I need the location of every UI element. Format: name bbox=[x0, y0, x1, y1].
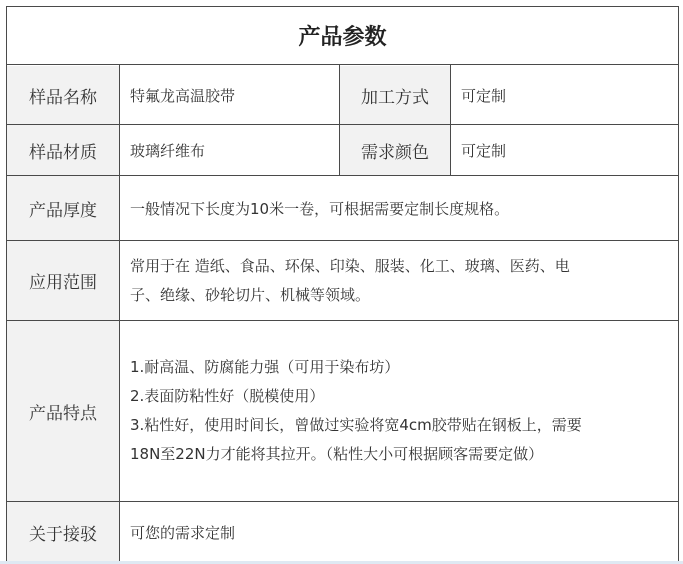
application-scope-value bbox=[120, 241, 678, 320]
product-thickness-label: 产品厚度 bbox=[7, 176, 119, 240]
product-parameters-table bbox=[6, 6, 679, 562]
application-scope-line: 子、绝缘、砂轮切片、机械等领域。 bbox=[130, 285, 371, 304]
product-thickness-value: 一般情况下长度为10米一卷，可根据需要定制长度规格。 bbox=[130, 199, 510, 218]
required-color-label: 需求颜色 bbox=[340, 125, 450, 175]
feature-line: 1.耐高温、防腐能力强（可用于染布坊） bbox=[130, 358, 400, 376]
required-color-value: 可定制 bbox=[461, 141, 507, 160]
connection-label: 关于接驳 bbox=[7, 502, 119, 562]
processing-method-label: 加工方式 bbox=[340, 66, 450, 124]
sample-material-value: 玻璃纤维布 bbox=[130, 141, 206, 160]
table-title: 产品参数 bbox=[7, 7, 678, 65]
product-features-label: 产品特点 bbox=[7, 321, 119, 501]
processing-method-value: 可定制 bbox=[461, 86, 507, 105]
application-scope-line: 常用于在 造纸、食品、环保、印染、服装、化工、玻璃、医药、电 bbox=[130, 256, 570, 275]
application-scope-label: 应用范围 bbox=[7, 241, 119, 320]
sample-material-label: 样品材质 bbox=[7, 125, 119, 175]
sample-name-label: 样品名称 bbox=[7, 66, 119, 124]
feature-line: 2.表面防粘性好（脱模使用） bbox=[130, 387, 325, 405]
feature-line: 3.粘性好，使用时间长，曾做过实验将宽4cm胶带贴在钢板上，需要 bbox=[130, 416, 582, 434]
connection-value: 可您的需求定制 bbox=[130, 523, 236, 542]
sample-name-value: 特氟龙高温胶带 bbox=[130, 86, 236, 105]
product-features-value bbox=[120, 321, 678, 501]
feature-line: 18N至22N力才能将其拉开。（粘性大小可根据顾客需要定做） bbox=[130, 445, 544, 463]
